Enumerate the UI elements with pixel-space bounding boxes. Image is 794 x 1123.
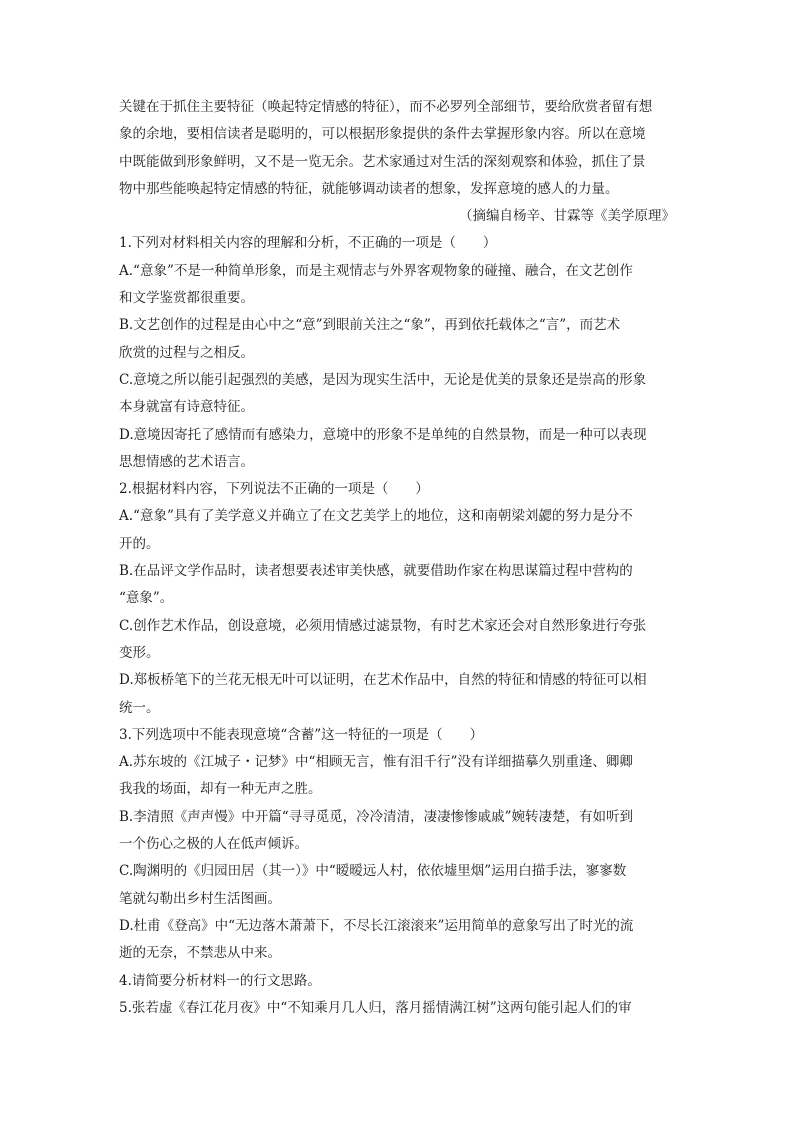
option-line: 欣赏的过程与之相反。 (119, 344, 254, 361)
option-line: 一个伤心之极的人在低声倾诉。 (119, 836, 308, 853)
passage-line: 关键在于抓住主要特征（唤起特定情感的特征），而不必罗列全部细节，要给欣赏者留有想 (119, 99, 653, 115)
option-line: A.“意象”具有了美学意义并确立了在文艺美学上的地位，这和南朝梁刘勰的努力是分不 (119, 508, 633, 525)
question-5 (119, 995, 675, 1022)
option-line: D.意境因寄托了感情而有感染力，意境中的形象不是单纯的自然景物，而是一种可以表现 (119, 426, 647, 443)
passage-line: 物中那些能唤起特定情感的特征，就能够调动读者的想象，发挥意境的感人的力量。 (119, 180, 619, 197)
option-line: 开的。 (119, 535, 160, 552)
option-line: 本身就富有诗意特征。 (119, 399, 254, 416)
passage-line: 象的余地，要相信读者是聪明的，可以根据形象提供的条件去掌握形象内容。所以在意境 (119, 126, 646, 143)
option-line: 逝的无奈，不禁悲从中来。 (119, 945, 281, 962)
option-line: D.郑板桥笔下的兰花无根无叶可以证明，在艺术作品中，自然的特征和情感的特征可以相 (119, 672, 647, 689)
passage (119, 94, 675, 230)
option-line: C.陶渊明的《归园田居（其一）》中“暧暧远人村，依依墟里烟”运用白描手法，寥寥数 (119, 863, 627, 880)
question-stem: 1.下列对材料相关内容的理解和分析，不正确的一项是（ ） (119, 235, 497, 252)
option-line: D.杜甫《登高》中“无边落木萧萧下，不尽长江滚滚来”运用简单的意象写出了时光的流 (119, 917, 634, 934)
option-line: C.创作艺术作品，创设意境，必须用情感过滤景物，有时艺术家还会对自然形象进行夸张 (119, 617, 647, 634)
question-stem: 2.根据材料内容，下列说法不正确的一项是（ ） (119, 481, 429, 498)
option-line: A.“意象”不是一种简单形象，而是主观情志与外界客观物象的碰撞、融合，在文艺创作 (119, 262, 633, 279)
document-page (119, 94, 675, 1022)
option-line: 笔就勾勒出乡村生活图画。 (119, 890, 281, 907)
question-stem: 5.张若虚《春江花月夜》中“不知乘月几人归，落月摇情满江树”这两句能引起人们的审 (119, 999, 632, 1016)
option-line: 思想情感的艺术语言。 (119, 453, 254, 470)
option-line: B.李清照《声声慢》中开篇“寻寻觅觅，冷冷清清，凄凄惨惨戚戚”婉转凄楚，有如听到 (119, 808, 634, 825)
option-line: 我我的场面，却有一种无声之胜。 (119, 781, 322, 798)
option-line: B.在品评文学作品时，读者想要表述审美快感，就要借助作家在构思谋篇过程中营构的 (119, 563, 633, 580)
passage-source: （摘编自杨辛、甘霖等《美学原理》 (459, 208, 675, 225)
option-line: 和文学鉴赏都很重要。 (119, 290, 254, 307)
question-3 (119, 722, 675, 968)
question-stem: 4.请简要分析材料一的行文思路。 (119, 972, 321, 989)
option-line: B.文艺创作的过程是由心中之“意”到眼前关注之“象”，再到依托载体之“言”，而艺术 (119, 317, 621, 334)
question-stem: 3.下列选项中不能表现意境“含蓄”这一特征的一项是（ ） (119, 726, 484, 743)
option-line: “意象”。 (119, 590, 174, 607)
passage-line: 中既能做到形象鲜明，又不是一览无余。艺术家通过对生活的深刻观察和体验，抓住了景 (119, 153, 646, 170)
option-line: A.苏东坡的《江城子・记梦》中“相顾无言，惟有泪千行”没有详细描摹久别重逢、卿卿 (119, 754, 633, 771)
option-line: C.意境之所以能引起强烈的美感，是因为现实生活中，无论是优美的景象还是崇高的形象 (119, 371, 647, 388)
option-line: 变形。 (119, 644, 160, 661)
option-line: 统一。 (119, 699, 160, 716)
question-1 (119, 230, 675, 476)
question-4 (119, 968, 675, 995)
question-2 (119, 476, 675, 722)
